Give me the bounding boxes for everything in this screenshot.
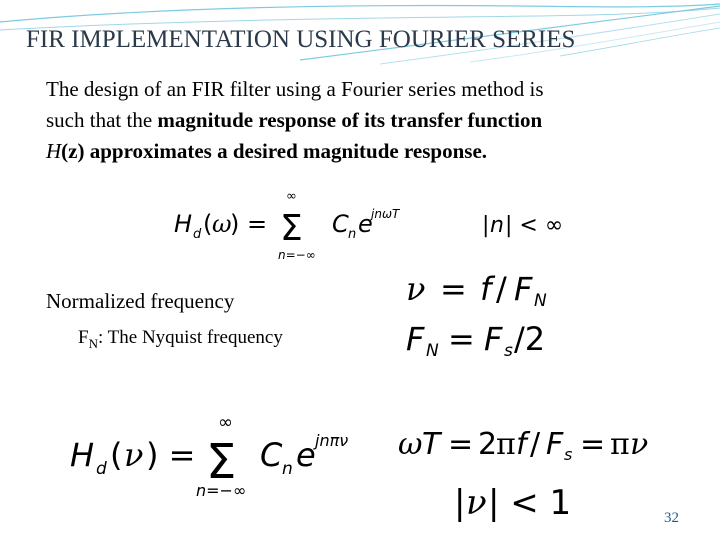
svg-text:=: =: [448, 320, 475, 358]
svg-text:ω: ω: [398, 427, 423, 462]
svg-text:| < ∞: | < ∞: [505, 213, 564, 238]
svg-text:(: (: [110, 436, 123, 474]
svg-text:|: |: [482, 213, 490, 238]
svg-text:N: N: [426, 341, 439, 361]
equation-hd-omega: [168, 186, 400, 266]
svg-text:/: /: [530, 427, 541, 462]
paragraph-normalized-frequency: [26, 286, 234, 317]
bullet-icon:  : [26, 292, 40, 311]
svg-text:H: H: [174, 210, 193, 238]
svg-text:e: e: [358, 210, 373, 238]
svg-text:H: H: [70, 436, 95, 474]
svg-text:T: T: [422, 427, 441, 462]
paragraph-nyquist: [60, 322, 283, 359]
equation-fn: [402, 316, 572, 360]
svg-text:f: f: [480, 270, 492, 308]
para3-N: N: [88, 335, 98, 351]
para3-F: F: [78, 327, 89, 348]
page-number: 32: [664, 510, 679, 526]
svg-text:ω: ω: [212, 210, 232, 238]
svg-text:) =: ) =: [230, 210, 268, 238]
svg-text:/2: /2: [514, 320, 546, 358]
svg-text:| < 1: | < 1: [488, 483, 572, 523]
svg-text:|: |: [454, 483, 466, 523]
bullet-icon:  : [60, 330, 72, 346]
svg-text:(: (: [203, 210, 213, 238]
svg-text:d: d: [193, 227, 202, 242]
para1-line2-bold: magnitude response of its transfer function: [157, 108, 543, 132]
svg-text:F: F: [484, 320, 503, 358]
equation-nu: [402, 266, 572, 310]
equation-omega-t: [396, 420, 666, 466]
svg-text:F: F: [406, 320, 425, 358]
para1-line2-plain: such that the: [46, 108, 158, 132]
para1-line1: The design of an FIR filter using a Fourier series method is: [46, 77, 544, 101]
svg-text:∞: ∞: [286, 189, 297, 204]
svg-text:jnπν: jnπν: [315, 431, 349, 450]
para3-rest: : The Nyquist frequency: [97, 327, 283, 348]
svg-text:ν: ν: [124, 436, 144, 474]
svg-text:F: F: [546, 427, 564, 462]
svg-text:ν: ν: [406, 270, 426, 308]
svg-text:) =: ) =: [146, 436, 196, 474]
svg-text:∞: ∞: [218, 412, 233, 433]
para1-H: H: [46, 139, 62, 163]
svg-text:π: π: [610, 427, 630, 462]
bullet-icon:  : [26, 80, 40, 99]
svg-text:ν: ν: [466, 483, 487, 523]
svg-text:e: e: [296, 436, 316, 474]
paragraph-fir-design: [26, 74, 696, 167]
svg-text:s: s: [564, 445, 573, 464]
para1-line3-rest: approximates a desired magnitude response.: [84, 139, 488, 163]
equation-hd-nu: [66, 410, 366, 500]
svg-text:n=−∞: n=−∞: [196, 481, 247, 500]
equation-abs-n: [480, 204, 570, 244]
svg-text:d: d: [96, 459, 107, 479]
svg-text:C: C: [260, 436, 283, 474]
svg-text:π: π: [496, 427, 516, 462]
para2-text: Normalized frequency: [46, 289, 235, 313]
svg-text:=: =: [448, 427, 474, 462]
svg-text:/: /: [496, 270, 507, 308]
svg-text:s: s: [504, 341, 513, 361]
svg-text:F: F: [514, 270, 533, 308]
svg-text:n=−∞: n=−∞: [278, 248, 316, 262]
equation-abs-nu: [452, 476, 582, 526]
svg-text:n: n: [282, 459, 293, 479]
svg-text:C: C: [332, 210, 349, 238]
svg-text:n: n: [490, 213, 504, 238]
svg-text:f: f: [516, 427, 527, 462]
svg-text:Σ: Σ: [206, 434, 237, 490]
slide-title: FIR IMPLEMENTATION USING FOURIER SERIES: [26, 26, 576, 53]
para1-z: (z): [61, 139, 85, 163]
svg-text:2: 2: [478, 427, 498, 462]
svg-text:jnωT: jnωT: [371, 207, 400, 221]
svg-text:Σ: Σ: [280, 208, 303, 249]
svg-text:n: n: [348, 227, 357, 242]
svg-text:ν: ν: [630, 427, 649, 462]
svg-text:=: =: [580, 427, 606, 462]
svg-text:=: =: [440, 270, 467, 308]
svg-text:N: N: [534, 291, 547, 311]
